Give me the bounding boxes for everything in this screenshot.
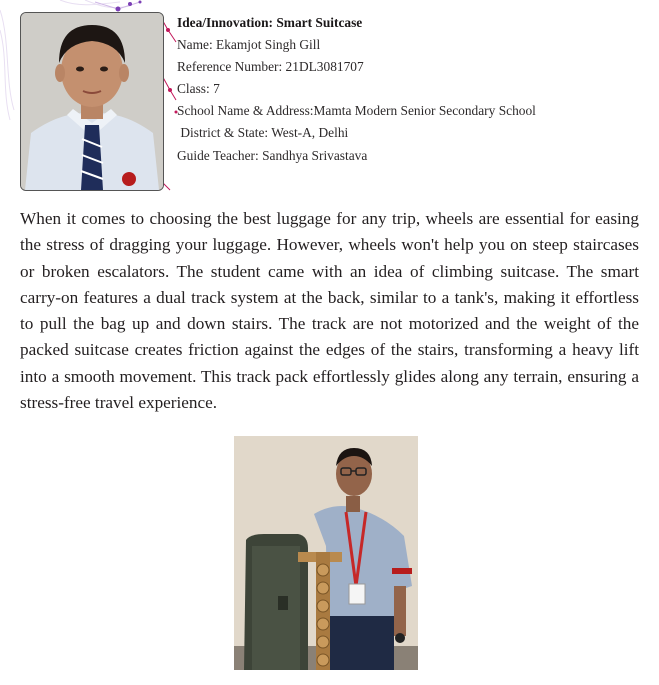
student-portrait bbox=[20, 12, 164, 191]
guide-teacher: Guide Teacher: Sandhya Srivastava bbox=[177, 147, 368, 163]
prototype-photo bbox=[234, 436, 418, 670]
reference-number: Reference Number: 21DL3081707 bbox=[177, 59, 364, 75]
description-paragraph: When it comes to choosing the best luggage for any trip, wheels are essential for easing the stress of dragging your luggage. However, wheels won't help you on steep staircases or broken escalators. The student came with an idea of climbing suitcase. The smart carry-on features a dual track system at the back, similar to a tank's, making it effortless to pull the bag up and down stairs. The track are not motorized and the weight of the packed suitcase creates friction against the edges of the stairs, transforming a heavy lift into a smooth movement. This track pack effortlessly glides along any terrain, ensuring a stress-free travel experience. bbox=[20, 209, 639, 413]
district-state: District & State: West-A, Delhi bbox=[177, 125, 349, 141]
student-name: Name: Ekamjot Singh Gill bbox=[177, 37, 321, 53]
student-class: Class: 7 bbox=[177, 81, 220, 97]
school-name: School Name & Address:Mamta Modern Senior Secondary School bbox=[177, 103, 536, 119]
idea-description bbox=[20, 206, 639, 416]
idea-title: Idea/Innovation: Smart Suitcase bbox=[177, 15, 363, 30]
student-details bbox=[177, 12, 536, 167]
